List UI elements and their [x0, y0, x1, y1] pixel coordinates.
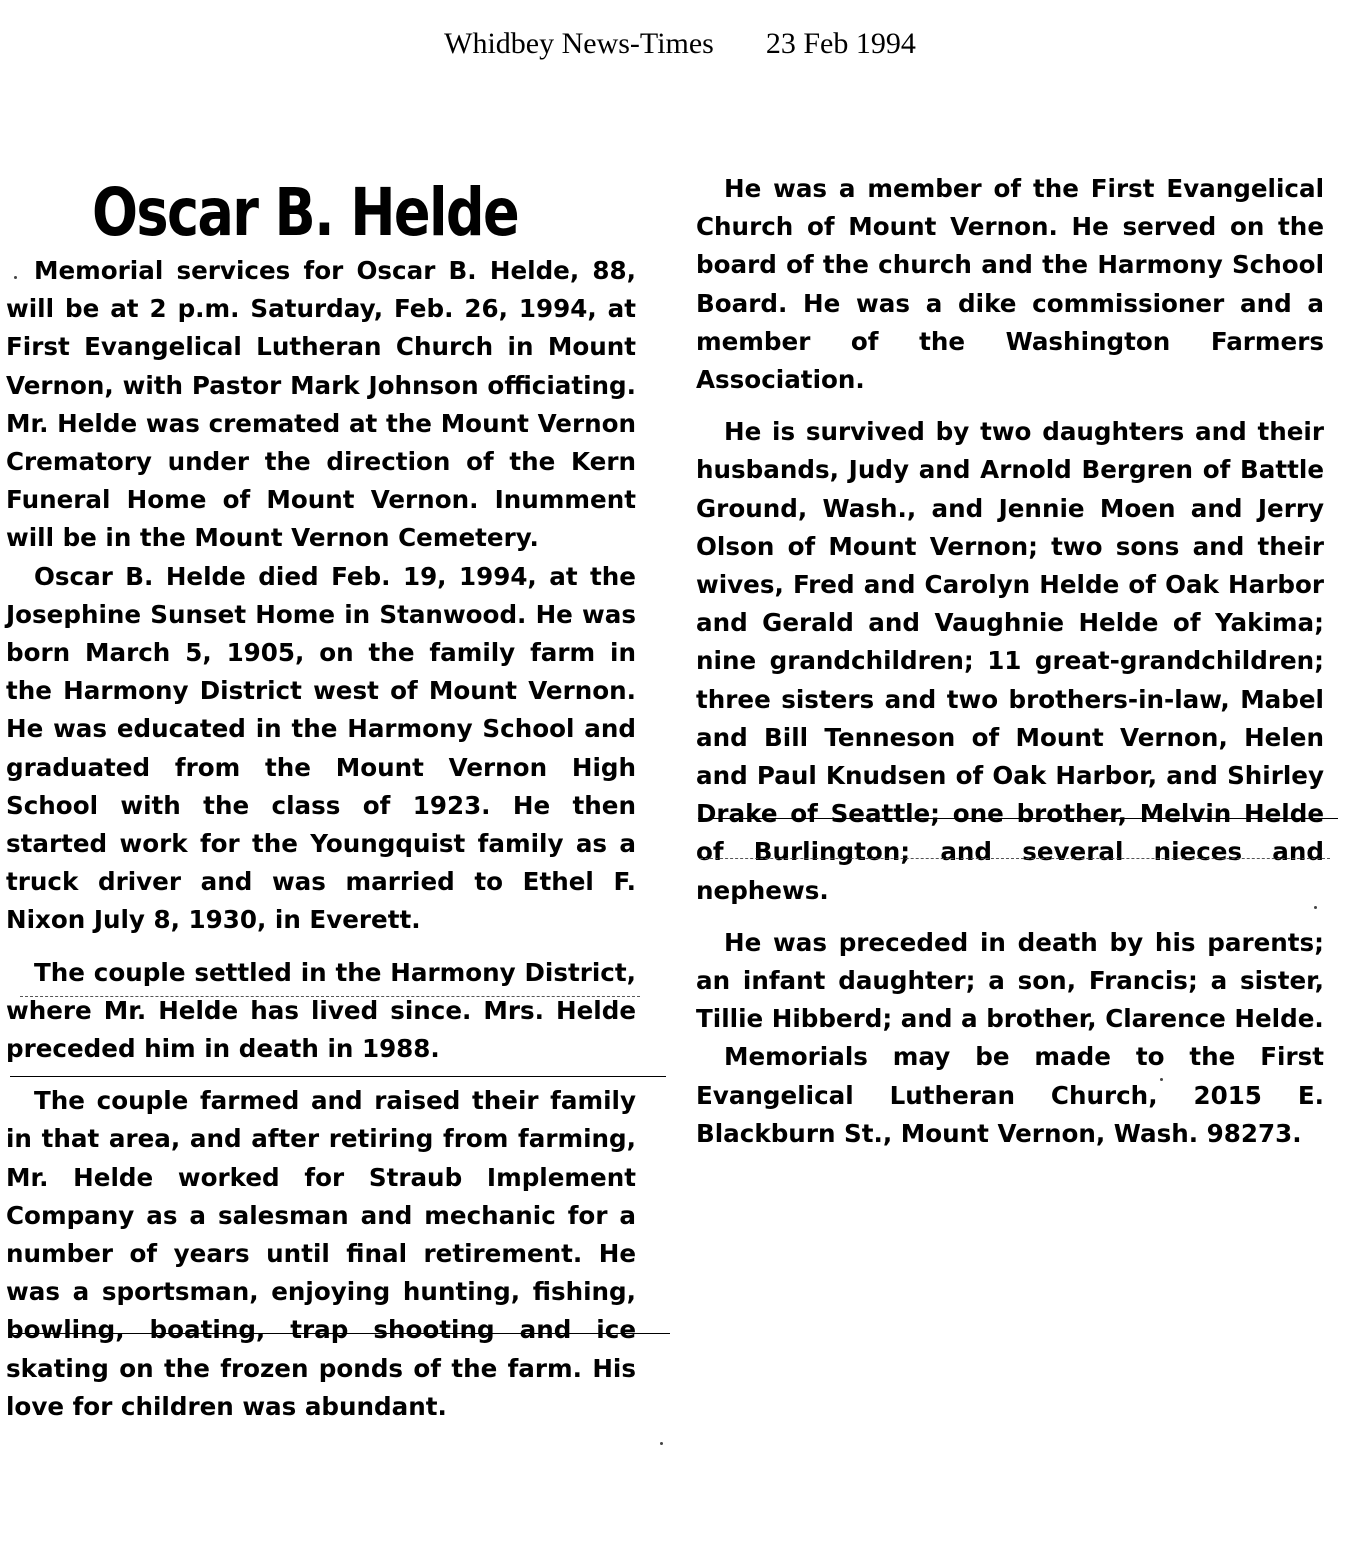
scan-line-artifact — [10, 1076, 666, 1077]
paragraph-career: The couple farmed and raised their family in that area, and after retiring from farming, Mr. Helde worked for Straub Implement Company as a salesman and mechanic for a number of years until final retirement. He was a sportsman, enjoying hunting, fishing, bowling, boating, trap shooting and ice skating on the frozen ponds of the farm. His love for children was abundant. — [6, 1086, 636, 1421]
scan-speck — [1160, 1078, 1163, 1081]
paragraph-survivors: He is survived by two daughters and their husbands, Judy and Arnold Bergren of Battle Ground, Wash., and Jennie Moen and Jerry Olson of Mount Vernon; two sons and their wives, Fred and Carolyn Helde of Oak Harbor and Gerald and Vaughnie Helde of Yakima; nine grandchildren; 11 great-grandchildren; three sisters and two brothers-in-law, Mabel and Bill Tenneson of Mount Vernon, Helen and Paul Knudsen of Oak Harbor, and Shirley Drake of Seattle; one brother, Melvin Helde of Burlington; and several nieces and nephews. — [696, 417, 1324, 905]
publication-name: Whidbey News-Times — [444, 27, 714, 60]
paragraph-memorial-services: Memorial services for Oscar B. Helde, 88, will be at 2 p.m. Saturday, Feb. 26, 1994, at First Evangelical Lutheran Church in Mount Vernon, with Pastor Mark Johnson officiating. Mr. Helde was cremated at the Mount Vernon Crematory under the direction of the Kern Funeral Home of Mount Vernon. Inumment will be in the Mount Vernon Cemetery. — [6, 256, 636, 553]
scan-line-artifact — [698, 818, 1338, 819]
paragraph-harmony-district: The couple settled in the Harmony District, where Mr. Helde has lived since. Mrs. Helde preceded him in death in 1988. — [6, 957, 636, 1064]
obituary-headline: Oscar B. Helde — [92, 174, 519, 251]
paragraph-biography: Oscar B. Helde died Feb. 19, 1994, at the Josephine Sunset Home in Stanwood. He was born March 5, 1905, on the family farm in the Harmony District west of Mount Vernon. He was educated in the Harmony School and graduated from the Mount Vernon High School with the class of 1923. He then started work for the Youngquist family as a truck driver and was married to Ethel F. Nixon July 8, 1930, in Everett. — [6, 561, 636, 935]
paragraph-memorials: Memorials may be made to the First Evangelical Lutheran Church, 2015 E. Blackburn St., Mount Vernon, Wash. 98273. — [696, 1042, 1324, 1148]
scan-dash-artifact — [20, 996, 640, 997]
scan-dash-artifact — [700, 858, 1330, 859]
page-header — [0, 24, 1360, 64]
scan-line-artifact — [10, 1333, 670, 1334]
paragraph-preceded-in-death: He was preceded in death by his parents; an infant daughter; a son, Francis; a sister, Tillie Hibberd; and a brother, Clarence Helde. — [696, 927, 1324, 1034]
publication-date: 23 Feb 1994 — [765, 27, 916, 60]
scan-speck — [1314, 906, 1317, 909]
scan-speck — [14, 276, 17, 279]
obituary-clipping — [0, 170, 1360, 1530]
scan-speck — [660, 1442, 663, 1445]
right-column — [696, 170, 1324, 1153]
paragraph-church-membership: He was a member of the First Evangelical Church of Mount Vernon. He served on the board of the church and the Harmony School Board. He was a dike commissioner and a member of the Washington Farmers Association. — [696, 174, 1324, 395]
left-column — [6, 170, 636, 1426]
